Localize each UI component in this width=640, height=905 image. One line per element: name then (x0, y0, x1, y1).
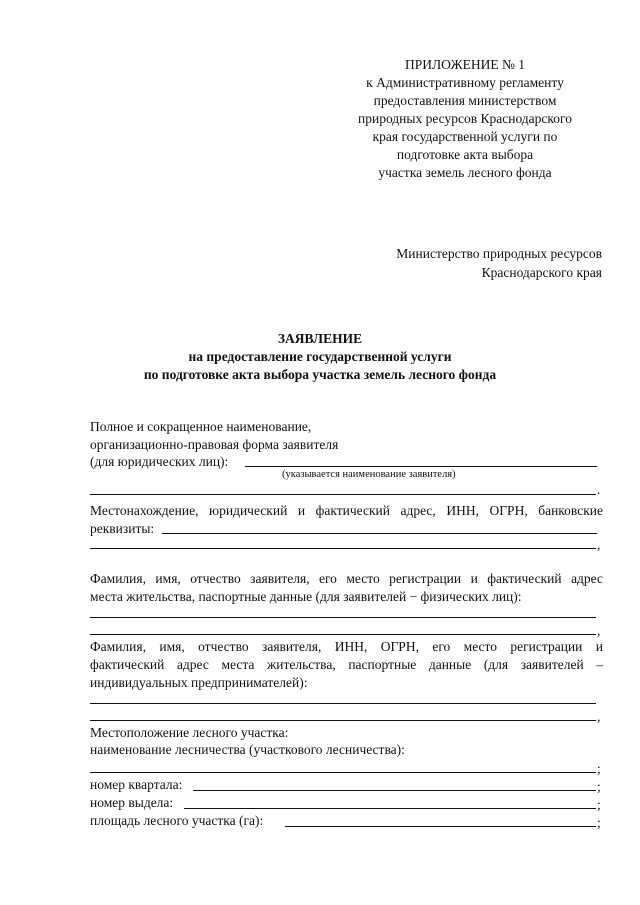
field-end-punctuation: , (597, 537, 601, 552)
appendix-line: подготовке акта выбора (396, 147, 534, 162)
addressee-block (350, 244, 602, 282)
area-field[interactable] (285, 826, 596, 827)
field-end-punctuation: ; (597, 815, 601, 830)
field-end-punctuation: ; (597, 797, 601, 812)
address-label: Местонахождение, юридический и фактический адрес, ИНН, ОГРН, банковские (90, 503, 603, 518)
legal-field-hint: (указывается наименование заявителя) (282, 469, 456, 480)
document-title (0, 330, 640, 384)
address-field[interactable] (162, 533, 597, 534)
individual-field-2[interactable] (90, 634, 596, 635)
addressee-line: Краснодарского края (481, 265, 602, 280)
title-main: ЗАЯВЛЕНИЕ (277, 331, 363, 346)
appendix-line: края государственной услуги по (372, 129, 558, 144)
individual-field[interactable] (90, 617, 596, 618)
appendix-line: природных ресурсов Краснодарского (358, 111, 572, 126)
forestry-label: наименование лесничества (участкового лесничества): (90, 742, 405, 757)
appendix-line: участка земель лесного фонда (378, 165, 552, 180)
location-label: Местоположение лесного участка: (90, 725, 289, 740)
entrepreneur-field[interactable] (90, 703, 596, 704)
appendix-header (330, 56, 600, 182)
field-end-punctuation: ; (597, 761, 601, 776)
field-end-punctuation: , (597, 709, 601, 724)
legal-name-field[interactable] (245, 466, 597, 467)
legal-name-field-2[interactable] (90, 494, 596, 495)
appendix-line: к Административному регламенту (366, 75, 564, 90)
address-label: реквизиты: (90, 521, 155, 536)
addressee-line: Министерство природных ресурсов (396, 246, 602, 261)
legal-label: организационно-правовая форма заявителя (90, 437, 339, 452)
appendix-line: ПРИЛОЖЕНИЕ № 1 (404, 57, 526, 72)
forestry-field[interactable] (90, 772, 596, 773)
entrepreneur-label: Фамилия, имя, отчество заявителя, ИНН, ОГРН, его место регистрации и (90, 639, 603, 654)
entrepreneur-label: фактический адрес места жительства, паспортные данные (для заявителей – (90, 657, 603, 672)
title-subtitle: по подготовке акта выбора участка земель лесного фонда (143, 367, 497, 382)
area-label: площадь лесного участка (га): (90, 813, 264, 828)
quarter-label: номер квартала: (90, 777, 183, 792)
allotment-label: номер выдела: (90, 795, 174, 810)
legal-label: (для юридических лиц): (90, 454, 229, 469)
field-end-punctuation: , (597, 623, 601, 638)
quarter-field[interactable] (193, 790, 596, 791)
individual-label: места жительства, паспортные данные (для заявителей − физических лиц): (90, 589, 522, 604)
title-subtitle: на предоставление государственной услуги (188, 349, 452, 364)
entrepreneur-field-2[interactable] (90, 720, 596, 721)
address-field-2[interactable] (90, 548, 596, 549)
allotment-field[interactable] (184, 808, 596, 809)
entrepreneur-label: индивидуальных предпринимателей): (90, 675, 308, 690)
appendix-line: предоставления министерством (373, 93, 557, 108)
individual-label: Фамилия, имя, отчество заявителя, его место регистрации и фактический адрес (90, 571, 603, 586)
legal-label: Полное и сокращенное наименование, (90, 419, 312, 434)
field-end-punctuation: ; (597, 779, 601, 794)
field-end-punctuation: . (597, 482, 601, 497)
